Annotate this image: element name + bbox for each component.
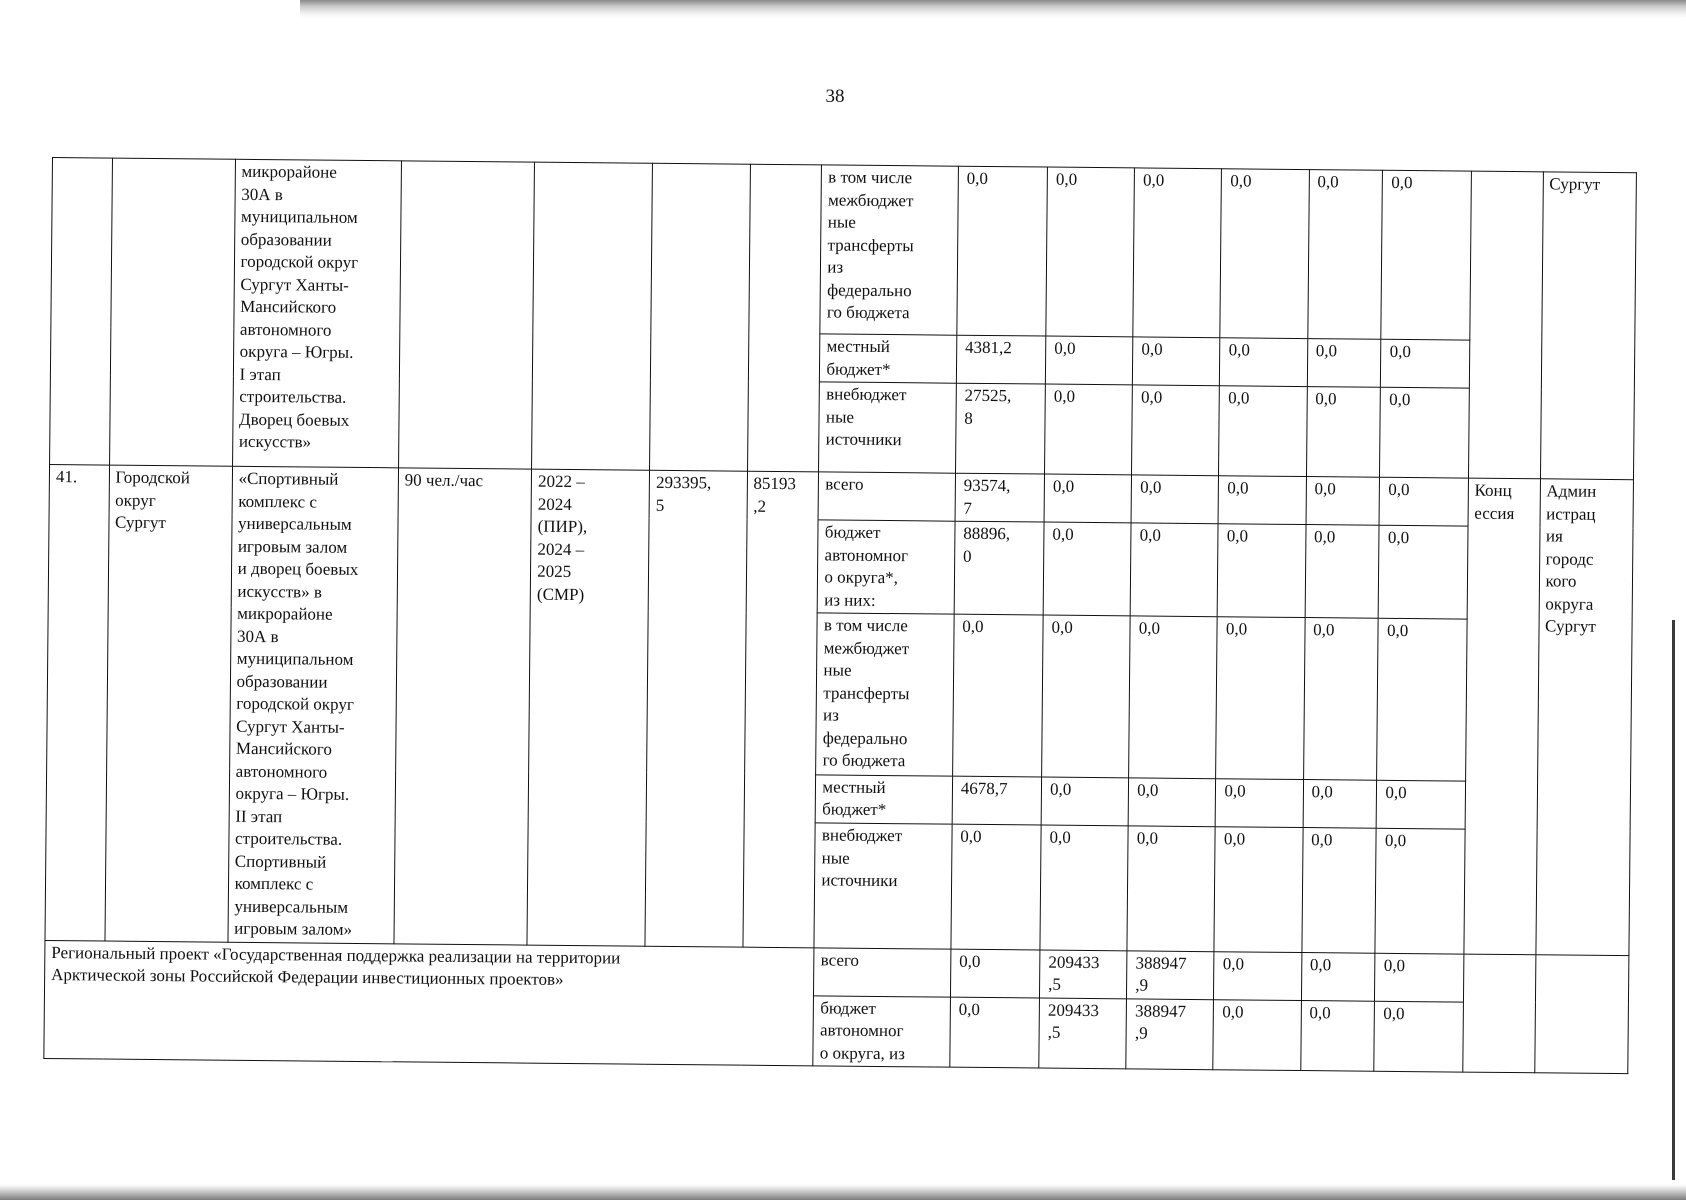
value-cell: 0,0 [1128,778,1216,827]
mechanism-cell: Конц ессия [1464,478,1540,954]
value-cell: 0,0 [1043,522,1131,616]
number-cell: 41. [45,464,109,940]
value-cell: 0,0 [1307,339,1381,388]
remaining-cell: 85193 ,2 [743,471,819,947]
cost-cell: 293395, 5 [645,470,747,946]
value-cell: 0,0 [1220,338,1308,387]
value-cell: 93574, 7 [955,473,1045,522]
remaining-cell [747,164,822,472]
value-cell: 0,0 [950,997,1040,1068]
table-row [51,158,1637,342]
value-cell: 0,0 [957,166,1048,336]
source-label: в том числе межбюджет ные трансферты из федерально го бюджета [816,613,954,776]
value-cell: 0,0 [1300,1000,1375,1071]
responsible-cell: Сургут [1540,172,1636,480]
period-cell: 2022 – 2024 (ПИР), 2024 – 2025 (СМР) [527,469,650,946]
value-cell: 0,0 [1044,474,1132,523]
value-cell: 0,0 [950,949,1040,998]
value-cell: 0,0 [1045,384,1133,475]
scan-edge-bottom [0,1184,1686,1200]
value-cell: 0,0 [1133,168,1222,338]
mechanism-cell [1468,171,1543,479]
value-cell: 0,0 [1133,337,1221,386]
capacity-cell [398,161,534,469]
source-label: местный бюджет* [816,775,953,824]
source-label: внебюджет ные источники [814,823,952,949]
value-cell: 0,0 [1214,951,1302,1000]
value-cell: 0,0 [1218,476,1306,525]
value-cell: 0,0 [1375,828,1464,953]
investment-projects-table [43,157,1637,1074]
scan-edge-right [1672,620,1675,1180]
mechanism-cell [1462,954,1535,1073]
source-label: всего [818,472,955,521]
value-cell: 0,0 [1301,952,1375,1001]
source-label: внебюджет ные источники [819,382,956,473]
value-cell: 0,0 [1219,386,1307,477]
municipality-cell: Городской округ Сургут [104,465,232,942]
value-cell: 0,0 [1129,616,1218,778]
value-cell: 0,0 [1374,1001,1463,1072]
value-cell: 0,0 [1380,477,1469,526]
project-name-cell: микрорайоне 30А в муниципальном образовании городской округ Сургут Ханты- Мансийского автономного округа – Югры. I этап строительства. Дворец боевых искусств» [232,159,401,468]
source-label: бюджет автономног о округа*, из них: [818,520,955,615]
value-cell: 0,0 [1045,336,1133,385]
value-cell: 388947 ,9 [1126,998,1214,1069]
value-cell: 0,0 [1042,615,1131,777]
value-cell: 0,0 [1379,525,1468,619]
value-cell: 0,0 [1302,828,1377,953]
value-cell: 0,0 [1380,387,1469,478]
value-cell: 0,0 [1216,779,1304,828]
value-cell: 209433 ,5 [1039,998,1127,1069]
value-cell: 27525, 8 [955,383,1045,474]
period-cell [532,162,653,470]
value-cell: 0,0 [1305,525,1380,619]
scan-edge-top [300,0,1686,18]
value-cell: 0,0 [952,615,1043,777]
value-cell: 0,0 [1375,953,1464,1002]
value-cell: 0,0 [1381,170,1471,340]
value-cell: 0,0 [1377,780,1466,829]
value-cell: 0,0 [1307,170,1382,340]
value-cell: 0,0 [1213,999,1301,1070]
capacity-cell: 90 чел./час [394,468,532,945]
value-cell: 0,0 [1132,385,1220,476]
value-cell: 0,0 [1131,475,1219,524]
value-cell: 209433 ,5 [1040,950,1128,999]
municipality-cell [109,158,235,466]
source-label: в том числе межбюджет ные трансферты из федерально го бюджета [820,165,958,335]
number-cell [50,158,112,466]
responsible-cell [1534,954,1629,1073]
value-cell: 4381,2 [956,335,1046,384]
source-label: бюджет автономног о округа, из [813,995,950,1067]
value-cell: 0,0 [1127,826,1215,951]
value-cell: 4678,7 [952,776,1042,825]
table-wrapper [43,157,1637,1074]
source-label: местный бюджет* [820,334,957,383]
value-cell: 0,0 [1130,523,1218,617]
regional-project-title: Региональный проект «Государственная поддержка реализации на территории Арктической зоны Российской Федерации инвестиционных проектов» [44,940,814,1066]
cost-cell [650,163,750,471]
value-cell: 388947 ,9 [1127,950,1215,999]
value-cell: 0,0 [1216,617,1305,779]
value-cell: 0,0 [1306,477,1380,526]
responsible-cell: Админ истрац ия городс кого округа Сургут [1535,479,1633,955]
value-cell: 0,0 [1381,339,1470,388]
project-name-cell: «Спортивный комплекс с универсальным игровым залом и дворец боевых искусств» в микрорайоне 30А в муниципальном образовании городской округ Сургут Ханты- Мансийского автономного округа – Югры. II этап строительства. Спортивный комплекс с универсальным игровым залом» [228,466,399,943]
value-cell: 0,0 [1046,167,1135,337]
value-cell: 0,0 [1220,169,1309,339]
value-cell: 0,0 [1040,825,1128,950]
value-cell: 0,0 [1041,777,1129,826]
value-cell: 0,0 [951,824,1041,949]
value-cell: 0,0 [1214,827,1302,952]
page-number: 38 [825,86,845,107]
value-cell: 0,0 [1218,524,1306,618]
source-label: всего [814,947,951,996]
value-cell: 0,0 [1303,779,1377,828]
value-cell: 0,0 [1377,619,1467,781]
value-cell: 0,0 [1306,387,1381,478]
value-cell: 88896, 0 [954,521,1044,615]
value-cell: 0,0 [1303,618,1378,780]
